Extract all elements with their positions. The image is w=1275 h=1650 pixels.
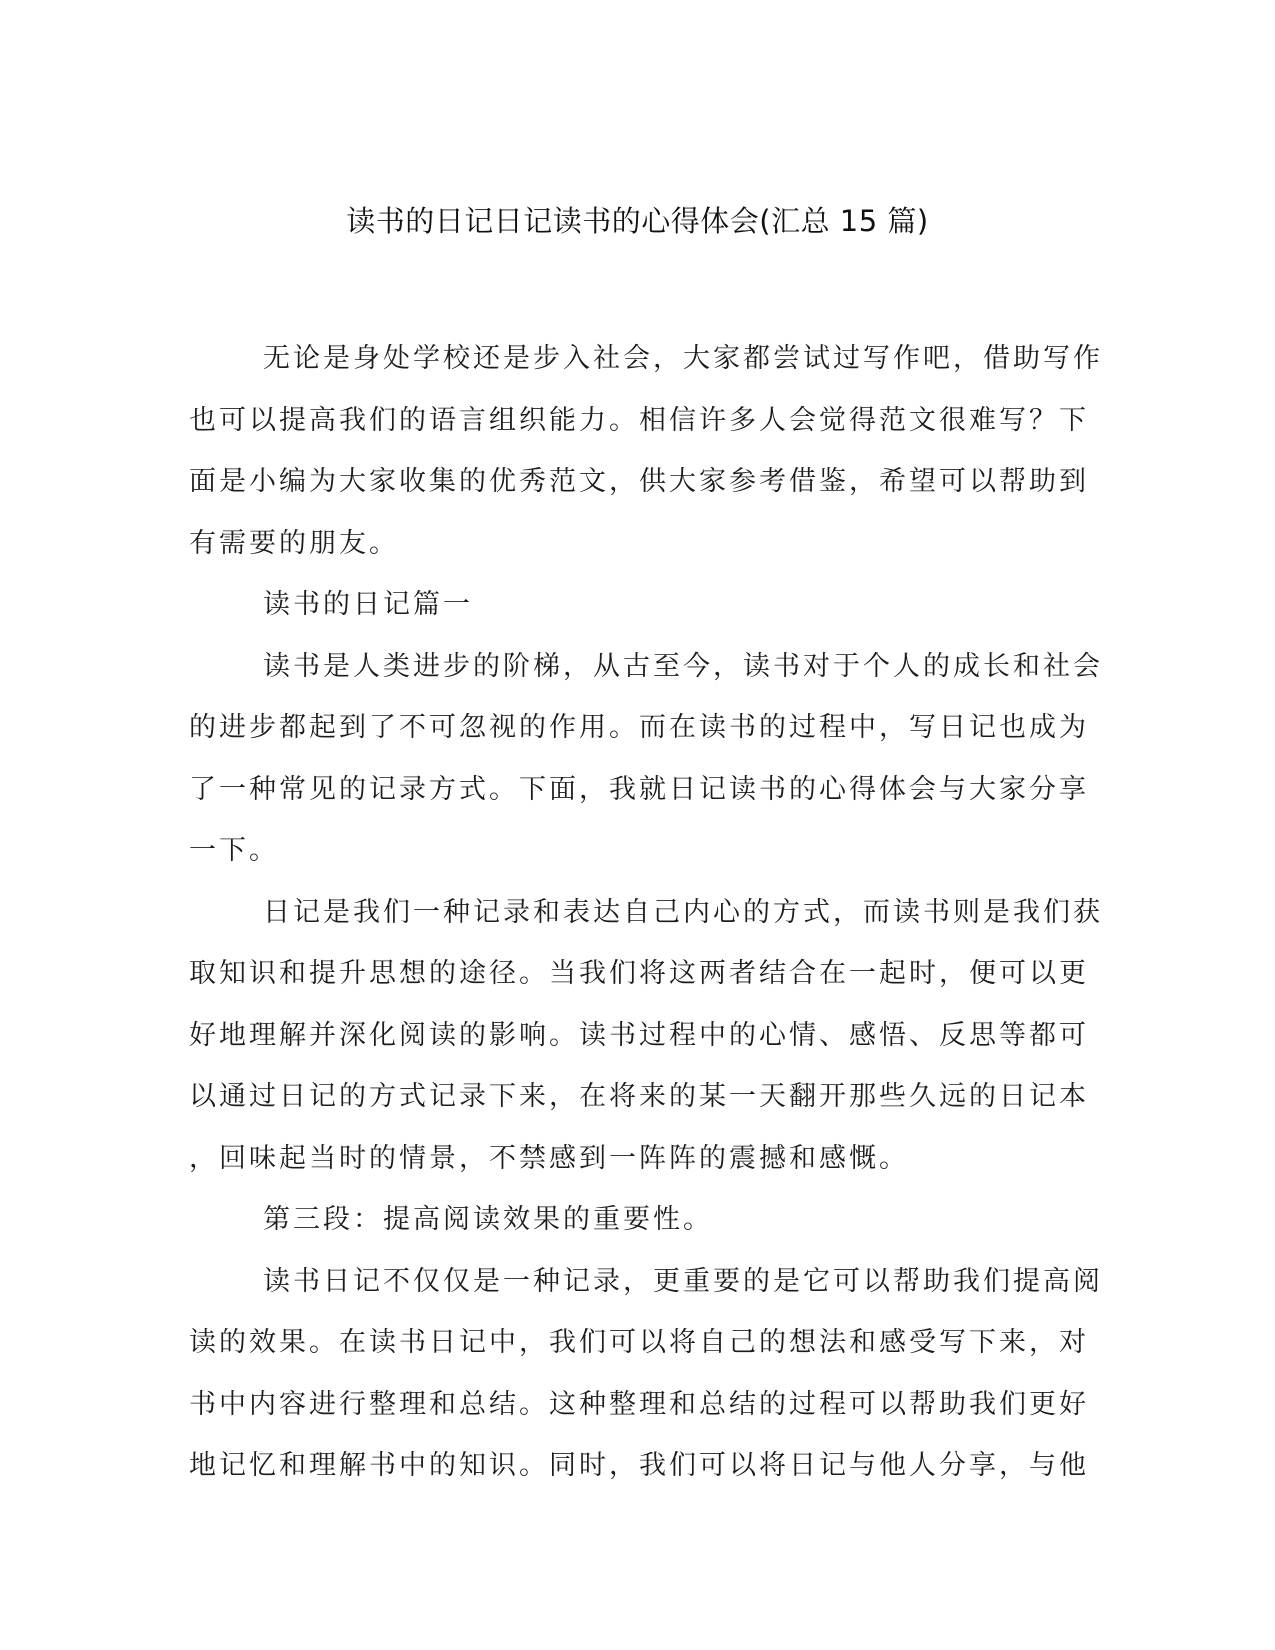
text-line: ，回味起当时的情景，不禁感到一阵阵的震撼和感慨。 [189,1142,909,1174]
text-line: 的进步都起到了不可忽视的作用。而在读书的过程中，写日记也成为 [189,712,1089,743]
text-line: 好地理解并深化阅读的影响。读书过程中的心情、感悟、反思等都可 [189,1019,1089,1051]
text-line: 也可以提高我们的语言组织能力。相信许多人会觉得范文很难写？下 [189,404,1089,436]
text-line: 有需要的朋友。 [189,527,399,559]
text-line: 读的效果。在读书日记中，我们可以将自己的想法和感受写下来，对 [189,1327,1089,1358]
text-line: 无论是身处学校还是步入社会，大家都尝试过写作吧，借助写作 [263,343,1103,374]
document-title: 读书的日记日记读书的心得体会(汇总 15 篇) [346,204,929,238]
text-line: 一下。 [189,835,279,866]
text-line: 读书日记不仅仅是一种记录，更重要的是它可以帮助我们提高阅 [263,1265,1103,1297]
text-line: 读书是人类进步的阶梯，从古至今，读书对于个人的成长和社会 [263,650,1103,682]
text-line: 取知识和提升思想的途径。当我们将这两者结合在一起时，便可以更 [189,958,1089,989]
text-line: 了一种常见的记录方式。下面，我就日记读书的心得体会与大家分享 [189,773,1089,805]
text-line: 面是小编为大家收集的优秀范文，供大家参考借鉴，希望可以帮助到 [189,466,1089,497]
text-line: 第三段：提高阅读效果的重要性。 [263,1204,713,1235]
text-line: 日记是我们一种记录和表达自己内心的方式，而读书则是我们获 [263,896,1103,928]
text-line: 地记忆和理解书中的知识。同时，我们可以将日记与他人分享，与他 [189,1450,1089,1481]
document-body [189,328,1103,1497]
text-line: 读书的日记篇一 [263,589,473,620]
text-line: 以通过日记的方式记录下来，在将来的某一天翻开那些久远的日记本 [189,1081,1089,1112]
text-line: 书中内容进行整理和总结。这种整理和总结的过程可以帮助我们更好 [189,1388,1089,1420]
